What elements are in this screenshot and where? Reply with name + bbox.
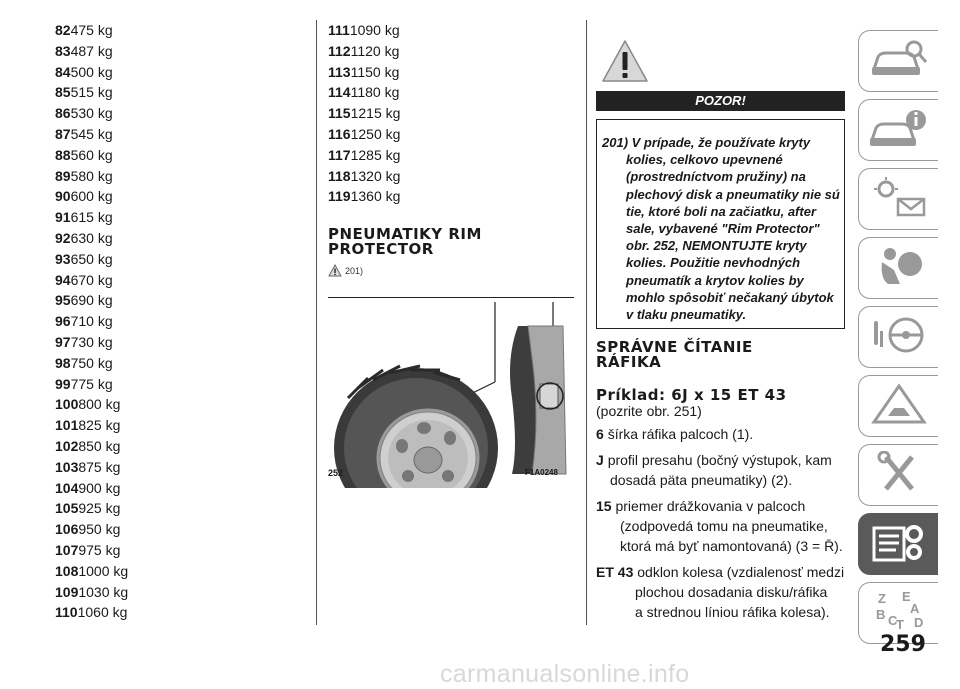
weight-index: 102 xyxy=(55,437,79,454)
rim-reading-text: dosadá päta pneumatiky) (2). xyxy=(610,472,793,488)
rim-reading-line xyxy=(596,536,846,556)
airbag-seat-icon xyxy=(868,244,930,293)
tools-icon xyxy=(868,451,930,500)
warning-line: (prostredníctvom pružiny) na xyxy=(626,169,806,185)
rim-reading-line xyxy=(596,602,846,622)
weight-index: 97 xyxy=(55,333,71,350)
weight-value: 1250 kg xyxy=(350,125,401,142)
weight-value: 710 kg xyxy=(70,313,113,330)
chapter-tab-5[interactable] xyxy=(858,306,938,368)
weight-value: 1090 kg xyxy=(349,22,400,38)
example-reference: (pozrite obr. 251) xyxy=(596,403,702,419)
example-title: Príklad: 6J x 15 ET 43 xyxy=(596,386,787,404)
weight-row xyxy=(55,228,275,249)
rim-reading-text: a strednou líniou ráfika kolesa). xyxy=(635,604,830,620)
weight-row xyxy=(328,166,576,187)
rim-reading-key: J xyxy=(596,452,604,468)
weight-row xyxy=(328,20,576,41)
weight-row xyxy=(55,20,275,41)
car-info-icon xyxy=(868,106,930,155)
weight-row xyxy=(55,353,275,374)
rim-reading-item xyxy=(596,562,846,622)
warning-line: mohlo spôsobiť nečakaný úbytok xyxy=(626,289,834,305)
weight-index: 113 xyxy=(328,63,351,80)
weight-row xyxy=(55,394,275,415)
weight-value: 630 kg xyxy=(70,229,113,246)
weight-index: 100 xyxy=(55,396,79,413)
weight-index: 119 xyxy=(328,188,351,205)
weight-row xyxy=(55,540,275,561)
weight-value: 800 kg xyxy=(78,396,121,413)
weight-index: 118 xyxy=(328,167,351,184)
weight-value: 487 kg xyxy=(70,42,113,59)
warning-first-line: 201) V prípade, že používate kryty xyxy=(602,135,811,150)
weight-row xyxy=(328,41,576,62)
weight-value: 1285 kg xyxy=(350,146,401,163)
weight-index: 92 xyxy=(55,229,71,246)
weight-index: 99 xyxy=(55,375,71,392)
weight-index: 88 xyxy=(55,146,71,163)
steering-wheel-icon xyxy=(868,313,930,362)
chapter-tabs xyxy=(858,30,940,651)
weight-row xyxy=(328,103,576,124)
chapter-tab-1[interactable] xyxy=(858,30,938,92)
svg-text:B: B xyxy=(875,606,885,622)
weight-value: 1030 kg xyxy=(78,583,129,600)
weight-row xyxy=(328,145,576,166)
svg-text:A: A xyxy=(909,600,919,616)
weight-value: 560 kg xyxy=(70,146,113,163)
weight-row xyxy=(55,582,275,603)
weight-index: 112 xyxy=(328,42,351,59)
weight-index: 104 xyxy=(55,479,79,496)
warning-lines xyxy=(602,151,842,323)
svg-text:D: D xyxy=(913,614,923,630)
weight-index: 91 xyxy=(55,209,71,226)
weight-row xyxy=(55,415,275,436)
weight-index: 103 xyxy=(55,458,79,475)
rim-reading-title-line2: RÁFIKA xyxy=(596,353,662,371)
weight-value: 515 kg xyxy=(70,84,113,101)
weight-value: 690 kg xyxy=(70,292,113,309)
rim-note-reference xyxy=(328,264,363,277)
weight-row xyxy=(55,436,275,457)
weight-index: 107 xyxy=(55,541,79,558)
figure-number: 252 xyxy=(328,468,344,478)
svg-text:T: T xyxy=(895,616,904,632)
weight-index: 94 xyxy=(55,271,71,288)
weight-index: 101 xyxy=(55,417,79,434)
weight-value: 580 kg xyxy=(70,167,113,184)
weight-value: 475 kg xyxy=(70,22,113,38)
rim-reading-item xyxy=(596,496,846,556)
note-ref-label: 201) xyxy=(345,265,364,276)
warning-small-icon xyxy=(328,264,342,277)
rim-protector-title-line2: PROTECTOR xyxy=(328,240,434,258)
rim-reading-line xyxy=(596,562,846,582)
rim-reading-item xyxy=(596,424,846,444)
weight-index: 95 xyxy=(55,292,71,309)
weight-row xyxy=(55,186,275,207)
warning-triangle-icon xyxy=(600,38,650,84)
warning-triangle-icon xyxy=(868,382,930,431)
weight-value: 775 kg xyxy=(70,375,113,392)
weight-row xyxy=(55,41,275,62)
warning-heading: POZOR! xyxy=(596,91,845,111)
rim-protector-figure xyxy=(328,298,574,488)
weight-index: 109 xyxy=(55,583,79,600)
rim-reading-text: šírka ráfika palcoch (1). xyxy=(607,426,754,442)
weight-index: 90 xyxy=(55,188,71,205)
weight-value: 750 kg xyxy=(70,354,113,371)
chapter-tab-6[interactable] xyxy=(858,375,938,437)
warning-line: plechový disk a pneumatiky nie sú xyxy=(626,186,840,202)
chapter-tab-3[interactable] xyxy=(858,168,938,230)
weight-row xyxy=(55,103,275,124)
dashboard-lights-icon xyxy=(868,175,930,224)
weight-index: 84 xyxy=(55,63,71,80)
weight-index: 83 xyxy=(55,42,71,59)
weight-row xyxy=(55,561,275,582)
warning-text xyxy=(602,134,842,323)
rim-reading-item xyxy=(596,450,846,490)
weight-index: 108 xyxy=(55,562,79,579)
warning-line: v tlaku pneumatiky. xyxy=(626,307,747,323)
weight-value: 975 kg xyxy=(78,541,121,558)
weight-row xyxy=(55,207,275,228)
rim-reading-line xyxy=(596,450,846,470)
weight-row xyxy=(55,124,275,145)
chapter-tab-4[interactable] xyxy=(858,237,938,299)
weight-row xyxy=(55,82,275,103)
rim-reading-line xyxy=(596,470,846,490)
weight-index: 110 xyxy=(55,604,78,621)
weight-row xyxy=(55,249,275,270)
rim-reading-line xyxy=(596,496,846,516)
rim-reading-line xyxy=(596,582,846,602)
weight-value: 730 kg xyxy=(70,333,113,350)
weight-index: 85 xyxy=(55,84,71,101)
weight-value: 950 kg xyxy=(78,521,121,538)
weight-row xyxy=(328,82,576,103)
weight-value: 1120 kg xyxy=(350,42,400,59)
figure-code: F1A0248 xyxy=(525,468,558,477)
rim-protector-heading xyxy=(328,227,482,257)
warning-line: kolies. Použitie nevhodných xyxy=(626,255,801,271)
weight-index: 82 xyxy=(55,22,71,38)
weight-value: 600 kg xyxy=(70,188,113,205)
rim-reading-line xyxy=(596,516,846,536)
rim-reading-items xyxy=(596,424,846,628)
weight-index: 114 xyxy=(328,84,351,101)
weight-row xyxy=(55,519,275,540)
weight-index: 87 xyxy=(55,125,71,142)
svg-text:E: E xyxy=(901,588,911,604)
weight-row xyxy=(55,290,275,311)
weight-value: 1060 kg xyxy=(77,604,128,621)
weight-value: 1215 kg xyxy=(350,105,401,122)
weight-index: 86 xyxy=(55,105,71,122)
warning-line: kolies, celkovo upevnené xyxy=(626,152,783,168)
weight-index: 106 xyxy=(55,521,79,538)
rim-reading-text: priemer drážkovania v palcoch xyxy=(615,498,806,514)
column-divider-right xyxy=(586,20,587,625)
weight-index-list-left xyxy=(55,20,275,623)
weight-index: 111 xyxy=(328,22,350,38)
weight-value: 500 kg xyxy=(70,63,113,80)
warning-line: pneumatík a krytov kolies by xyxy=(626,272,804,288)
weight-value: 1320 kg xyxy=(350,167,401,184)
rim-reading-text: odklon kolesa (vzdialenosť medzi xyxy=(637,564,845,580)
weight-row xyxy=(55,332,275,353)
weight-row xyxy=(55,374,275,395)
rim-reading-text: (zodpovedá tomu na pneumatike, xyxy=(620,518,828,534)
column-divider-left xyxy=(316,20,317,625)
weight-value: 900 kg xyxy=(78,479,121,496)
chapter-tab-7[interactable] xyxy=(858,444,938,506)
weight-value: 670 kg xyxy=(70,271,113,288)
svg-text:Z: Z xyxy=(877,590,886,606)
weight-value: 1360 kg xyxy=(350,188,401,205)
page-number: 259 xyxy=(880,632,926,657)
weight-value: 850 kg xyxy=(78,437,121,454)
weight-value: 875 kg xyxy=(78,458,121,475)
warning-line: obr. 252, NEMONTUJTE kryty xyxy=(626,238,807,254)
weight-value: 545 kg xyxy=(70,125,113,142)
rim-protector-title-line1: PNEUMATIKY RIM xyxy=(328,225,482,243)
specifications-icon xyxy=(868,520,930,569)
weight-value: 925 kg xyxy=(78,500,121,517)
weight-index: 115 xyxy=(328,105,351,122)
rim-reading-title-line1: SPRÁVNE ČÍTANIE xyxy=(596,338,753,356)
weight-value: 1150 kg xyxy=(350,63,400,80)
alphabet-index-icon xyxy=(868,589,930,638)
weight-index: 98 xyxy=(55,354,71,371)
watermark: carmanualsonline.info xyxy=(440,660,690,688)
rim-reading-text: profil presahu (bočný výstupok, kam xyxy=(607,452,832,468)
weight-row xyxy=(55,498,275,519)
weight-index: 105 xyxy=(55,500,79,517)
weight-row xyxy=(55,478,275,499)
rim-reading-heading xyxy=(596,340,753,370)
weight-row xyxy=(328,186,576,207)
rim-reading-line xyxy=(596,424,846,444)
weight-index: 89 xyxy=(55,167,71,184)
weight-index: 96 xyxy=(55,313,71,330)
chapter-tab-8[interactable] xyxy=(858,513,938,575)
weight-row xyxy=(55,602,275,623)
rim-reading-key: 6 xyxy=(596,426,604,442)
weight-row xyxy=(55,311,275,332)
weight-row xyxy=(55,270,275,291)
weight-value: 825 kg xyxy=(78,417,121,434)
weight-row xyxy=(55,457,275,478)
weight-index: 117 xyxy=(328,146,351,163)
chapter-tab-2[interactable] xyxy=(858,99,938,161)
weight-value: 1180 kg xyxy=(350,84,400,101)
weight-index: 93 xyxy=(55,250,71,267)
weight-value: 650 kg xyxy=(70,250,113,267)
weight-row xyxy=(55,145,275,166)
rim-reading-text: plochou dosadania disku/ráfika xyxy=(635,584,828,600)
weight-row xyxy=(328,124,576,145)
weight-value: 1000 kg xyxy=(78,562,129,579)
weight-index-list-middle xyxy=(328,20,576,207)
weight-row xyxy=(55,62,275,83)
svg-text:C: C xyxy=(887,612,897,628)
warning-line: sale, vybavené "Rim Protector" xyxy=(626,221,820,237)
weight-index: 116 xyxy=(328,125,351,142)
rim-reading-key: 15 xyxy=(596,498,612,514)
weight-row xyxy=(328,62,576,83)
weight-value: 615 kg xyxy=(70,209,113,226)
weight-value: 530 kg xyxy=(70,105,113,122)
warning-line: tie, ktoré boli na začiatku, after xyxy=(626,203,816,219)
weight-row xyxy=(55,166,275,187)
rim-reading-text: ktorá má byť namontovaná) (3 = R̄). xyxy=(620,538,843,554)
car-search-icon xyxy=(868,37,930,86)
rim-reading-key: ET 43 xyxy=(596,564,634,580)
